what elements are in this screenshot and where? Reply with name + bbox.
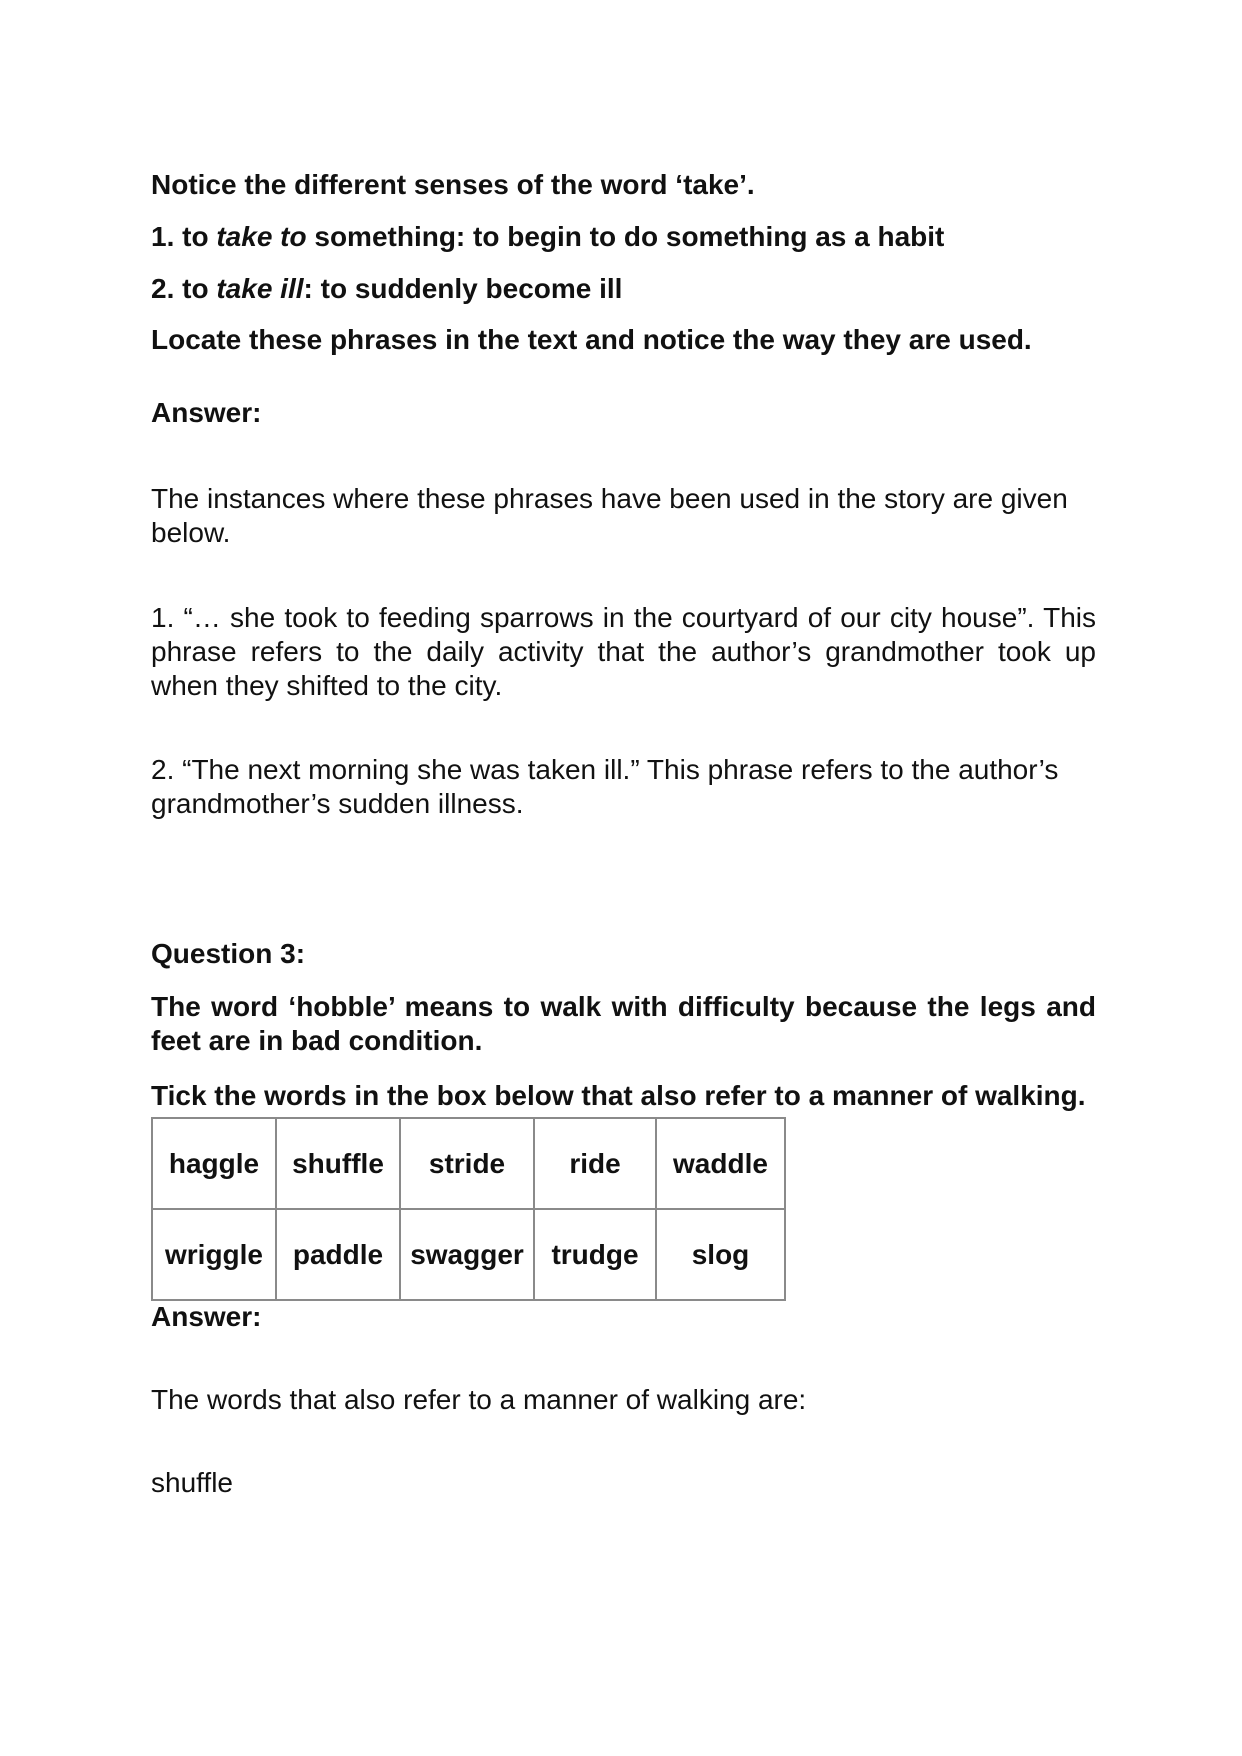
walking-words-table [151, 1117, 786, 1301]
intro-instruction: Locate these phrases in the text and notice the way they are used. [151, 324, 1032, 355]
answer-3-lead: The words that also refer to a manner of walking are: [151, 1384, 807, 1415]
table-cell: haggle [152, 1118, 276, 1209]
table-row [152, 1209, 785, 1300]
sense-2 [151, 272, 1096, 306]
answer-1-lead: The instances where these phrases have been used in the story are given below. [151, 483, 1068, 548]
table-cell: swagger [400, 1209, 534, 1300]
table-cell: ride [534, 1118, 656, 1209]
table-cell: slog [656, 1209, 785, 1300]
question-3-title: Question 3: [151, 938, 306, 969]
question-3-definition: The word ‘hobble’ means to walk with difficulty because the legs and feet are in bad condition. [151, 991, 1096, 1056]
answer-1-point-2: 2. “The next morning she was taken ill.” This phrase refers to the author’s grandmother’s sudden illness. [151, 754, 1059, 819]
sense-2-phrase: take ill [216, 273, 304, 304]
answer-1-label: Answer: [151, 397, 262, 428]
sense-1-number: 1. to [151, 221, 217, 252]
sense-2-number: 2. to [151, 273, 217, 304]
table-cell: shuffle [276, 1118, 400, 1209]
intro-heading: Notice the different senses of the word ‘take’. [151, 169, 755, 200]
question-3-instruction: Tick the words in the box below that also refer to a manner of walking. [151, 1080, 1086, 1111]
answer-3-word: shuffle [151, 1467, 233, 1498]
table-row [152, 1118, 785, 1209]
table-cell: waddle [656, 1118, 785, 1209]
sense-1-phrase: take to [216, 221, 307, 252]
table-cell: trudge [534, 1209, 656, 1300]
table-cell: paddle [276, 1209, 400, 1300]
sense-1 [151, 220, 1096, 254]
table-cell: stride [400, 1118, 534, 1209]
sense-2-definition: : to suddenly become ill [303, 273, 623, 304]
table-cell: wriggle [152, 1209, 276, 1300]
answer-3-label: Answer: [151, 1301, 262, 1332]
sense-1-definition: something: to begin to do something as a habit [306, 221, 945, 252]
answer-1-point-1: 1. “… she took to feeding sparrows in the courtyard of our city house”. This phrase refers to the daily activity that the author’s grandmother took up when they shifted to the city. [151, 602, 1096, 701]
